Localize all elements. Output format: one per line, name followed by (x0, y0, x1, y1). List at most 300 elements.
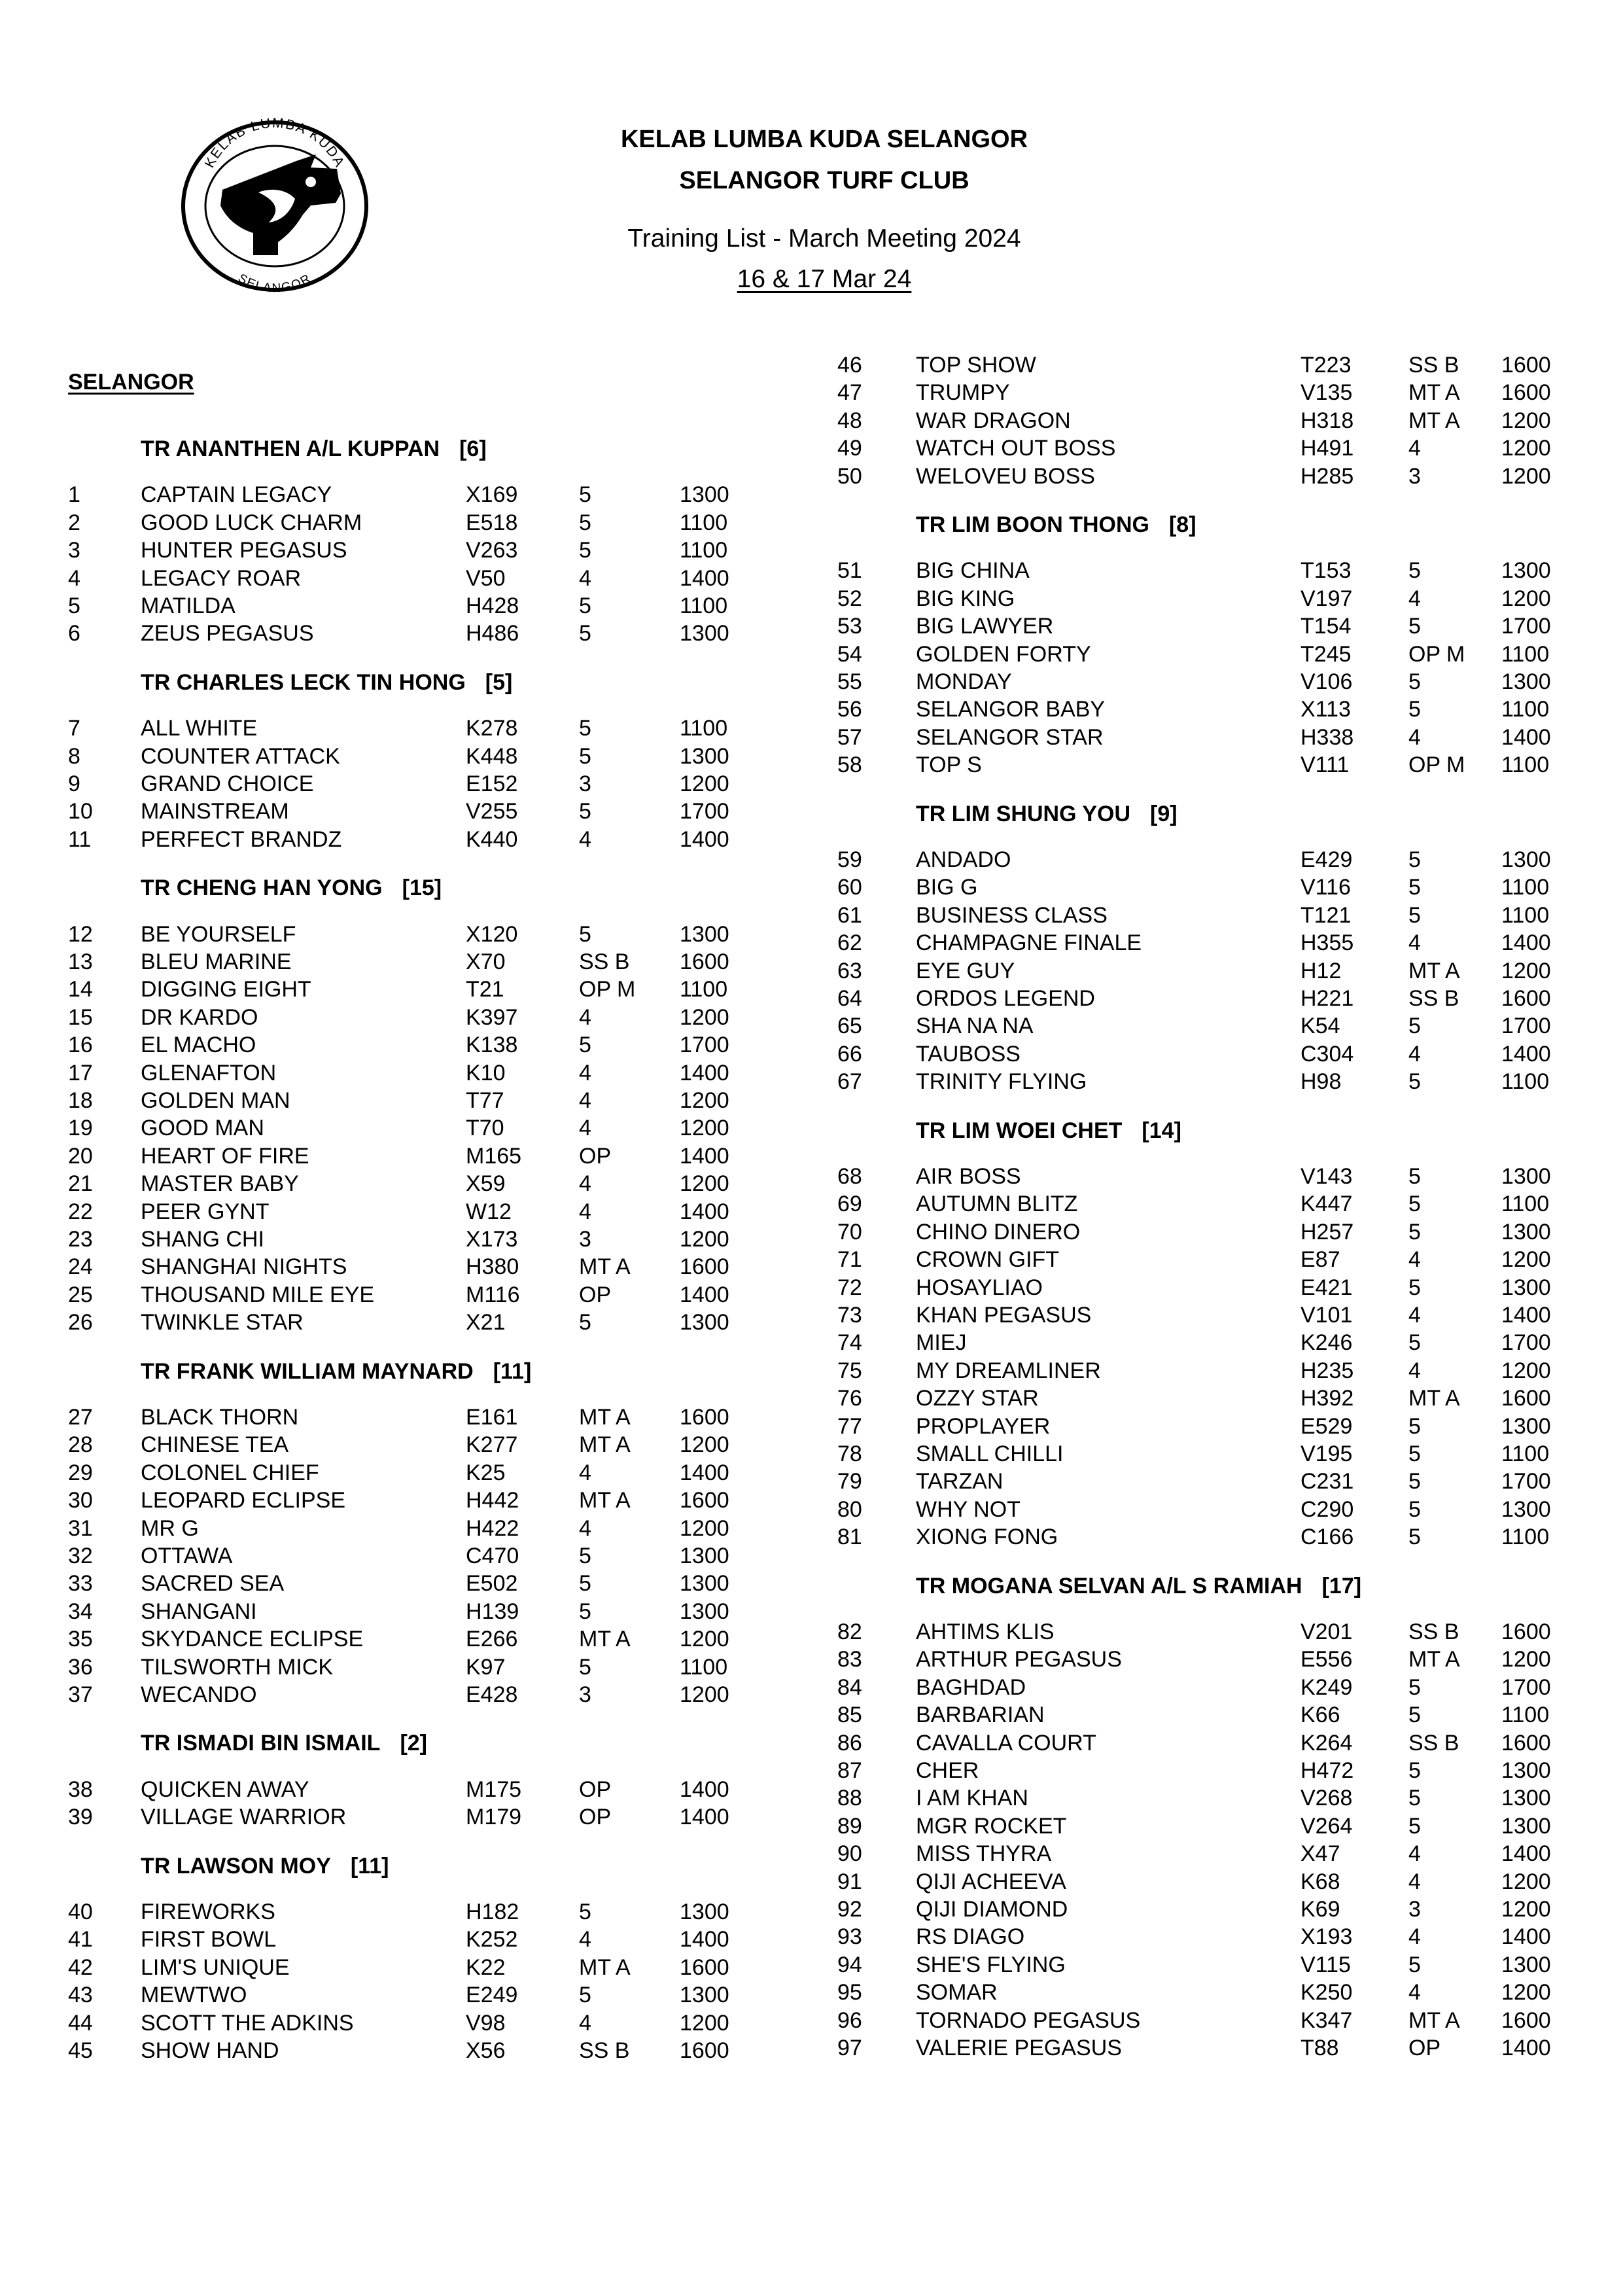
horse-class: 5 (1408, 1014, 1421, 1039)
horse-distance: 1300 (1501, 669, 1551, 694)
horse-code: V101 (1300, 1303, 1353, 1328)
horse-code: K252 (466, 1927, 518, 1952)
horse-number: 58 (837, 752, 862, 778)
horse-class: 5 (1408, 1069, 1421, 1095)
horse-distance: 1200 (680, 1171, 729, 1197)
horse-name: EL MACHO (141, 1033, 256, 1058)
trainer-horse-count: [8] (1168, 512, 1196, 537)
horse-number: 50 (837, 463, 862, 489)
horse-distance: 1300 (1501, 1275, 1551, 1300)
horse-distance: 1400 (680, 1776, 729, 1802)
horse-distance: 1600 (680, 1954, 729, 1980)
horse-distance: 1400 (680, 565, 729, 591)
horse-class: 5 (579, 538, 591, 563)
horse-number: 75 (837, 1358, 862, 1383)
horse-code: X21 (466, 1310, 506, 1335)
horse-distance: 1300 (1501, 1786, 1551, 1811)
horse-name: HEART OF FIRE (141, 1143, 309, 1169)
horse-distance: 1200 (680, 1515, 729, 1541)
horse-name: PERFECT BRANDZ (141, 826, 342, 852)
horse-name: MIEJ (916, 1330, 967, 1356)
horse-number: 42 (68, 1954, 93, 1980)
horse-name: TAUBOSS (916, 1041, 1021, 1067)
horse-distance: 1200 (680, 1004, 729, 1030)
trainer-heading (916, 1117, 1181, 1144)
club-name-malay: KELAB LUMBA KUDA SELANGOR (620, 126, 1028, 153)
trainer-name: TR LIM BOON THONG (916, 512, 1149, 537)
horse-name: AUTUMN BLITZ (916, 1192, 1078, 1217)
horse-code: V98 (466, 2010, 506, 2036)
horse-class: 4 (579, 1004, 591, 1030)
horse-distance: 1200 (1501, 1358, 1551, 1383)
horse-number: 44 (68, 2010, 93, 2036)
horse-name: ZEUS PEGASUS (141, 621, 314, 646)
horse-code: M175 (466, 1776, 522, 1802)
horse-class: MT A (579, 1405, 631, 1430)
horse-number: 45 (68, 2038, 93, 2063)
trainer-heading (141, 669, 512, 696)
horse-number: 25 (68, 1282, 93, 1307)
horse-class: 5 (1408, 1219, 1421, 1245)
horse-number: 79 (837, 1469, 862, 1494)
club-logo (180, 116, 370, 293)
horse-code: K264 (1300, 1730, 1353, 1756)
horse-class: 5 (1408, 847, 1421, 872)
horse-name: OTTAWA (141, 1544, 233, 1568)
horse-distance: 1400 (680, 1199, 729, 1224)
horse-class: 5 (579, 743, 591, 769)
horse-number: 88 (837, 1786, 862, 1811)
horse-distance: 1200 (1501, 463, 1551, 489)
horse-class: 5 (1408, 1525, 1421, 1550)
horse-code: K97 (466, 1654, 506, 1680)
horse-number: 36 (68, 1654, 93, 1680)
horse-distance: 1700 (680, 799, 729, 824)
horse-number: 33 (68, 1571, 93, 1597)
horse-class: 5 (579, 482, 591, 508)
horse-name: SHA NA NA (916, 1014, 1034, 1039)
horse-name: FIRST BOWL (141, 1927, 277, 1952)
horse-name: GOLDEN MAN (141, 1088, 290, 1113)
horse-distance: 1300 (1501, 1952, 1551, 1977)
horse-distance: 1300 (680, 1310, 729, 1335)
horse-code: K22 (466, 1954, 506, 1980)
horse-class: 5 (1408, 875, 1421, 900)
horse-code: V268 (1300, 1786, 1353, 1811)
horse-name: DIGGING EIGHT (141, 977, 311, 1002)
horse-code: K249 (1300, 1674, 1353, 1700)
horse-code: V195 (1300, 1441, 1353, 1466)
horse-name: ANDADO (916, 847, 1011, 872)
horse-name: OZZY STAR (916, 1386, 1039, 1411)
horse-name: GOOD MAN (141, 1116, 264, 1141)
horse-code: V50 (466, 565, 506, 591)
horse-code: K25 (466, 1460, 506, 1485)
horse-class: OP (579, 1143, 612, 1169)
horse-class: 5 (1408, 1413, 1421, 1439)
horse-class: 4 (579, 1199, 591, 1224)
horse-number: 51 (837, 558, 862, 584)
horse-distance: 1700 (1501, 614, 1551, 639)
horse-number: 65 (837, 1014, 862, 1039)
horse-head-logo-icon (180, 116, 370, 293)
horse-distance: 1400 (680, 1282, 729, 1307)
horse-number: 69 (837, 1192, 862, 1217)
horse-number: 74 (837, 1330, 862, 1356)
trainer-heading (141, 1729, 427, 1757)
horse-class: 4 (579, 1460, 591, 1485)
horse-name: CHINO DINERO (916, 1219, 1081, 1245)
horse-code: E502 (466, 1571, 518, 1597)
horse-name: THOUSAND MILE EYE (141, 1282, 375, 1307)
meeting-dates-text: 16 & 17 Mar 24 (737, 265, 912, 293)
horse-name: EYE GUY (916, 958, 1015, 983)
horse-name: CAVALLA COURT (916, 1730, 1096, 1756)
horse-number: 9 (68, 771, 80, 796)
horse-distance: 1300 (1501, 1758, 1551, 1783)
horse-class: 3 (579, 771, 591, 796)
horse-number: 52 (837, 586, 862, 611)
horse-class: 5 (579, 921, 591, 947)
horse-distance: 1100 (680, 1654, 728, 1680)
horse-number: 46 (837, 353, 862, 378)
horse-code: H235 (1300, 1358, 1354, 1383)
horse-name: QIJI ACHEEVA (916, 1869, 1066, 1894)
horse-distance: 1300 (1501, 1219, 1551, 1245)
horse-distance: 1400 (680, 1805, 729, 1830)
horse-code: V263 (466, 538, 518, 563)
horse-distance: 1100 (1501, 1441, 1550, 1466)
horse-class: 3 (1408, 463, 1421, 489)
horse-number: 82 (837, 1619, 862, 1644)
horse-number: 87 (837, 1758, 862, 1783)
horse-code: T121 (1300, 902, 1352, 928)
horse-name: CROWN GIFT (916, 1247, 1060, 1273)
horse-number: 85 (837, 1703, 862, 1728)
horse-name: GLENAFTON (141, 1060, 277, 1086)
horse-code: W12 (466, 1199, 512, 1224)
horse-code: X120 (466, 921, 518, 947)
horse-code: H318 (1300, 408, 1354, 433)
horse-distance: 1700 (1501, 1674, 1551, 1700)
horse-class: 5 (579, 1598, 591, 1624)
horse-name: MAINSTREAM (141, 799, 289, 824)
horse-number: 18 (68, 1088, 93, 1113)
horse-class: 4 (1408, 1303, 1421, 1328)
horse-code: K66 (1300, 1703, 1340, 1728)
horse-name: CHINESE TEA (141, 1432, 289, 1458)
horse-number: 55 (837, 669, 862, 694)
horse-class: 3 (1408, 1897, 1421, 1922)
horse-number: 43 (68, 1983, 93, 2008)
horse-class: MT A (579, 1432, 631, 1458)
horse-code: T88 (1300, 2036, 1339, 2060)
trainer-heading (141, 435, 487, 463)
horse-name: SHANGHAI NIGHTS (141, 1254, 347, 1280)
horse-distance: 1100 (1501, 697, 1550, 722)
horse-name: ALL WHITE (141, 716, 258, 741)
horse-code: T245 (1300, 641, 1352, 667)
horse-number: 60 (837, 875, 862, 900)
horse-distance: 1600 (1501, 1619, 1551, 1644)
horse-code: E421 (1300, 1275, 1353, 1300)
horse-class: SS B (579, 2038, 630, 2063)
horse-class: SS B (1408, 1619, 1459, 1644)
horse-class: 5 (579, 1983, 591, 2008)
horse-class: MT A (1408, 1386, 1460, 1411)
horse-number: 91 (837, 1869, 862, 1894)
horse-number: 22 (68, 1199, 93, 1224)
horse-distance: 1200 (1501, 436, 1551, 461)
horse-number: 15 (68, 1004, 93, 1030)
svg-text:SELANGOR: SELANGOR (236, 271, 314, 293)
horse-distance: 1200 (1501, 958, 1551, 983)
trainer-heading (141, 1852, 389, 1880)
horse-distance: 1600 (680, 2038, 729, 2063)
horse-code: E429 (1300, 847, 1353, 872)
horse-code: X173 (466, 1227, 518, 1252)
horse-code: M179 (466, 1805, 522, 1830)
trainer-horse-count: [17] (1321, 1573, 1362, 1598)
horse-class: 4 (1408, 1924, 1421, 1950)
horse-distance: 1400 (680, 826, 729, 852)
horse-number: 2 (68, 510, 80, 535)
horse-name: BUSINESS CLASS (916, 902, 1108, 928)
horse-name: PROPLAYER (916, 1413, 1051, 1439)
horse-name: BIG G (916, 875, 978, 900)
horse-distance: 1300 (1501, 558, 1551, 584)
horse-code: K347 (1300, 2007, 1353, 2033)
horse-code: H182 (466, 1899, 519, 1924)
horse-name: WATCH OUT BOSS (916, 436, 1116, 461)
horse-class: 5 (1408, 1703, 1421, 1728)
horse-name: TRINITY FLYING (916, 1069, 1087, 1095)
horse-number: 72 (837, 1275, 862, 1300)
horse-name: BARBARIAN (916, 1703, 1045, 1728)
horse-name: MY DREAMLINER (916, 1358, 1101, 1383)
trainer-name: TR FRANK WILLIAM MAYNARD (141, 1358, 474, 1384)
horse-number: 7 (68, 716, 80, 741)
horse-class: OP M (1408, 641, 1465, 667)
trainer-heading (916, 800, 1178, 828)
horse-code: X193 (1300, 1924, 1353, 1950)
horse-distance: 1200 (1501, 1247, 1551, 1273)
horse-code: E529 (1300, 1413, 1353, 1439)
horse-distance: 1200 (680, 1088, 729, 1113)
horse-distance: 1100 (680, 977, 728, 1002)
horse-class: OP (579, 1282, 612, 1307)
horse-name: PEER GYNT (141, 1199, 270, 1224)
horse-code: E161 (466, 1405, 518, 1430)
horse-code: H257 (1300, 1219, 1354, 1245)
horse-name: AHTIMS KLIS (916, 1619, 1055, 1644)
horse-name: FIREWORKS (141, 1899, 275, 1924)
horse-number: 56 (837, 697, 862, 722)
horse-code: K10 (466, 1060, 506, 1086)
horse-number: 53 (837, 614, 862, 639)
horse-name: WELOVEU BOSS (916, 463, 1095, 489)
horse-name: BAGHDAD (916, 1674, 1026, 1700)
horse-name: MONDAY (916, 669, 1012, 694)
horse-number: 84 (837, 1674, 862, 1700)
horse-number: 38 (68, 1776, 93, 1802)
horse-distance: 1400 (1501, 930, 1551, 956)
horse-distance: 1300 (1501, 1496, 1551, 1522)
horse-number: 78 (837, 1441, 862, 1466)
horse-distance: 1700 (1501, 1469, 1551, 1494)
horse-name: TOP S (916, 752, 982, 778)
horse-class: 5 (1408, 1164, 1421, 1189)
horse-class: 5 (1408, 1813, 1421, 1839)
horse-code: H221 (1300, 986, 1354, 1011)
horse-distance: 1200 (1501, 1869, 1551, 1894)
horse-number: 3 (68, 538, 80, 563)
horse-name: SACRED SEA (141, 1571, 285, 1597)
horse-name: MASTER BABY (141, 1171, 299, 1197)
horse-number: 90 (837, 1841, 862, 1867)
horse-class: 4 (579, 1171, 591, 1197)
horse-distance: 1200 (1501, 408, 1551, 433)
horse-code: V135 (1300, 380, 1353, 406)
trainer-name: TR CHARLES LECK TIN HONG (141, 669, 466, 695)
horse-name: SHANG CHI (141, 1227, 264, 1252)
horse-distance: 1700 (1501, 1014, 1551, 1039)
horse-name: LIM'S UNIQUE (141, 1954, 290, 1980)
horse-code: H139 (466, 1598, 519, 1624)
horse-name: BIG KING (916, 586, 1015, 611)
horse-distance: 1300 (680, 621, 729, 646)
horse-number: 19 (68, 1116, 93, 1141)
trainer-horse-count: [5] (485, 669, 513, 695)
horse-name: MR G (141, 1515, 199, 1541)
horse-class: 4 (579, 1116, 591, 1141)
horse-number: 12 (68, 921, 93, 947)
horse-distance: 1200 (680, 2010, 729, 2036)
horse-name: SOMAR (916, 1980, 998, 2005)
horse-class: 5 (1408, 1496, 1421, 1522)
horse-number: 92 (837, 1897, 862, 1922)
horse-class: 5 (579, 1571, 591, 1597)
horse-class: MT A (579, 1627, 631, 1652)
horse-distance: 1300 (680, 1571, 729, 1597)
horse-number: 16 (68, 1033, 93, 1058)
horse-code: C290 (1300, 1496, 1354, 1522)
horse-class: 4 (579, 1515, 591, 1541)
horse-code: V255 (466, 799, 518, 824)
horse-code: T154 (1300, 614, 1352, 639)
horse-class: OP M (579, 977, 636, 1002)
trainer-name: TR CHENG HAN YONG (141, 875, 383, 901)
horse-number: 47 (837, 380, 862, 406)
horse-distance: 1400 (1501, 1303, 1551, 1328)
horse-class: SS B (1408, 1730, 1459, 1756)
horse-name: LEOPARD ECLIPSE (141, 1488, 346, 1513)
horse-code: C231 (1300, 1469, 1354, 1494)
horse-distance: 1400 (1501, 724, 1551, 750)
horse-number: 29 (68, 1460, 93, 1485)
region-heading: SELANGOR (68, 370, 194, 395)
horse-class: 5 (1408, 1469, 1421, 1494)
horse-class: MT A (1408, 1647, 1460, 1672)
horse-number: 26 (68, 1310, 93, 1335)
horse-code: E428 (466, 1682, 518, 1707)
horse-code: K397 (466, 1004, 518, 1030)
horse-name: BIG LAWYER (916, 614, 1054, 639)
horse-code: H472 (1300, 1758, 1354, 1783)
horse-distance: 1300 (680, 1544, 729, 1568)
horse-distance: 1100 (1501, 1525, 1550, 1550)
horse-code: X169 (466, 482, 518, 508)
meeting-dates (569, 265, 1079, 294)
horse-code: K250 (1300, 1980, 1353, 2005)
horse-distance: 1100 (1501, 752, 1550, 778)
horse-code: K440 (466, 826, 518, 852)
horse-class: 4 (1408, 1358, 1421, 1383)
horse-class: OP (1408, 2036, 1441, 2060)
horse-number: 61 (837, 902, 862, 928)
horse-class: 5 (579, 1654, 591, 1680)
horse-code: K246 (1300, 1330, 1353, 1356)
horse-distance: 1200 (680, 1116, 729, 1141)
horse-name: SHOW HAND (141, 2038, 279, 2063)
horse-class: 5 (1408, 1786, 1421, 1811)
horse-name: SMALL CHILLI (916, 1441, 1064, 1466)
horse-code: H285 (1300, 463, 1354, 489)
horse-class: 5 (1408, 1674, 1421, 1700)
horse-number: 76 (837, 1386, 862, 1411)
horse-name: I AM KHAN (916, 1786, 1028, 1811)
horse-distance: 1400 (680, 1060, 729, 1086)
horse-class: 5 (1408, 1952, 1421, 1977)
svg-text:KELAB LUMBA KUDA: KELAB LUMBA KUDA (201, 116, 348, 171)
horse-name: GOLDEN FORTY (916, 641, 1091, 667)
horse-class: 5 (579, 593, 591, 618)
horse-name: WHY NOT (916, 1496, 1021, 1522)
trainer-heading (916, 511, 1196, 539)
horse-number: 40 (68, 1899, 93, 1924)
horse-distance: 1200 (1501, 1980, 1551, 2005)
horse-number: 66 (837, 1041, 862, 1067)
horse-name: VILLAGE WARRIOR (141, 1805, 347, 1830)
horse-code: V116 (1300, 875, 1351, 900)
horse-number: 64 (837, 986, 862, 1011)
horse-code: C470 (466, 1544, 519, 1568)
horse-number: 71 (837, 1247, 862, 1273)
horse-number: 1 (68, 482, 80, 508)
horse-code: K278 (466, 716, 518, 741)
horse-name: CAPTAIN LEGACY (141, 482, 332, 508)
horse-distance: 1300 (680, 482, 729, 508)
horse-distance: 1600 (680, 1254, 729, 1280)
horse-class: OP (579, 1776, 612, 1802)
horse-class: 4 (1408, 724, 1421, 750)
horse-name: TRUMPY (916, 380, 1010, 406)
horse-number: 37 (68, 1682, 93, 1707)
horse-distance: 1100 (680, 593, 728, 618)
horse-number: 89 (837, 1813, 862, 1839)
horse-number: 67 (837, 1069, 862, 1095)
horse-class: 5 (579, 1310, 591, 1335)
horse-class: 4 (579, 2010, 591, 2036)
horse-name: DR KARDO (141, 1004, 258, 1030)
horse-class: 5 (579, 1544, 591, 1568)
horse-distance: 1100 (1501, 902, 1550, 928)
horse-number: 14 (68, 977, 93, 1002)
horse-number: 94 (837, 1952, 862, 1977)
horse-distance: 1200 (1501, 1647, 1551, 1672)
horse-class: 4 (1408, 930, 1421, 956)
horse-number: 27 (68, 1405, 93, 1430)
